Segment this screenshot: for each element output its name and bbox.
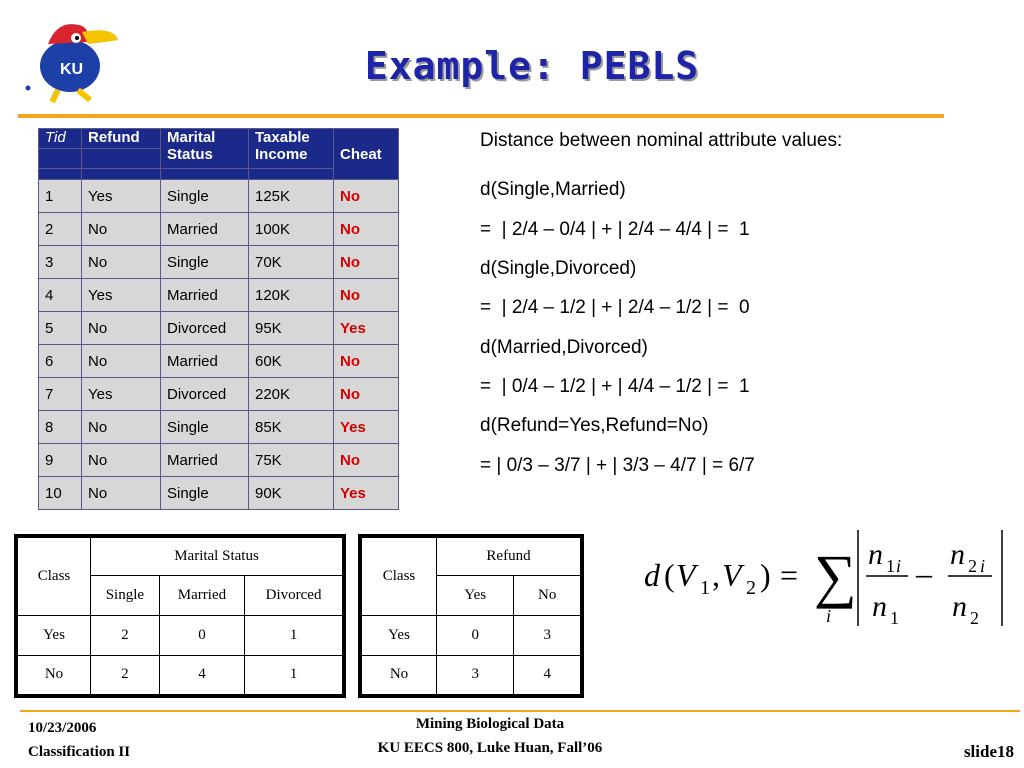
cheat-cell: No [334, 246, 399, 279]
count-cell: 0 [437, 616, 514, 656]
taxable-income-cell: 85K [249, 411, 334, 444]
svg-text:(: ( [664, 557, 675, 593]
refund-cell: No [82, 444, 161, 477]
marital-status-cell: Married [161, 345, 249, 378]
table-row [39, 444, 399, 477]
taxable-income-cell: 125K [249, 180, 334, 213]
marital-status-cell: Single [161, 246, 249, 279]
count-cell: 4 [514, 655, 581, 695]
tid-cell: 6 [39, 345, 82, 378]
header-marital-status: Marital Status [161, 129, 249, 169]
svg-text:2: 2 [968, 556, 977, 576]
tid-cell: 2 [39, 213, 82, 246]
marital-status-cell: Single [161, 411, 249, 444]
column-header: Yes [437, 576, 514, 616]
cheat-cell: Yes [334, 411, 399, 444]
cheat-cell: No [334, 180, 399, 213]
distance-line: d(Single,Married) [480, 179, 626, 200]
marital-status-cell: Married [161, 444, 249, 477]
count-cell: 1 [245, 655, 343, 695]
cheat-cell: No [334, 378, 399, 411]
tid-cell: 8 [39, 411, 82, 444]
cheat-cell: No [334, 213, 399, 246]
logo-text: KU [60, 61, 84, 78]
taxable-income-cell: 70K [249, 246, 334, 279]
taxable-income-cell: 100K [249, 213, 334, 246]
marital-status-cell: Divorced [161, 312, 249, 345]
slide-number: slide18 [963, 742, 1014, 761]
taxable-income-cell: 95K [249, 312, 334, 345]
footer-course-info: KU EECS 800, Luke Huan, Fall’06 [377, 740, 603, 756]
refund-cell: No [82, 246, 161, 279]
refund-cell: No [82, 411, 161, 444]
marital-status-group-header: Marital Status [91, 538, 343, 576]
tid-cell: 4 [39, 279, 82, 312]
taxable-income-cell: 120K [249, 279, 334, 312]
header-cheat: Cheat [334, 129, 399, 180]
svg-text:2: 2 [970, 608, 979, 628]
header-refund: Refund [82, 129, 161, 149]
refund-cell: Yes [82, 378, 161, 411]
count-cell: 3 [437, 655, 514, 695]
taxable-income-cell: 220K [249, 378, 334, 411]
row-class: No [362, 655, 437, 695]
taxable-income-cell: 90K [249, 477, 334, 510]
taxable-income-cell: 60K [249, 345, 334, 378]
tid-cell: 9 [39, 444, 82, 477]
refund-count-table [358, 534, 584, 698]
table-row [39, 345, 399, 378]
count-cell: 0 [159, 616, 244, 656]
svg-text:d: d [644, 557, 660, 593]
distance-line: = | 2/4 – 1/2 | + | 2/4 – 1/2 | = 0 [480, 297, 750, 318]
training-data-table [38, 128, 399, 510]
tid-cell: 7 [39, 378, 82, 411]
svg-text:∑: ∑ [814, 543, 857, 609]
cheat-cell: Yes [334, 477, 399, 510]
table-row [39, 180, 399, 213]
refund-group-header: Refund [437, 538, 581, 576]
class-header: Class [362, 538, 437, 616]
svg-text:n: n [952, 590, 967, 623]
row-class: Yes [362, 616, 437, 656]
slide-title [0, 44, 1024, 88]
marital-status-cell: Married [161, 279, 249, 312]
refund-cell: No [82, 312, 161, 345]
footer-divider [20, 710, 1020, 712]
tid-cell: 10 [39, 477, 82, 510]
cheat-cell: No [334, 444, 399, 477]
svg-text:,: , [712, 557, 720, 593]
title-divider [18, 114, 944, 118]
refund-cell: Yes [82, 180, 161, 213]
column-header: Married [159, 576, 244, 616]
training-data-rows [39, 180, 399, 510]
svg-text:i: i [826, 606, 832, 626]
tid-cell: 5 [39, 312, 82, 345]
count-cell: 1 [245, 616, 343, 656]
footer-date: 10/23/2006 [28, 720, 97, 736]
column-header: Single [91, 576, 160, 616]
marital-status-cell: Single [161, 180, 249, 213]
svg-text:1: 1 [700, 577, 710, 599]
svg-text:i: i [980, 556, 986, 576]
row-class: No [18, 655, 91, 695]
count-cell: 2 [91, 616, 160, 656]
class-header: Class [18, 538, 91, 616]
header-tid: Tid [39, 129, 82, 149]
cheat-cell: Yes [334, 312, 399, 345]
distance-line: = | 2/4 – 0/4 | + | 2/4 – 4/4 | = 1 [480, 219, 750, 240]
marital-status-cell: Married [161, 213, 249, 246]
marital-status-count-table [14, 534, 346, 698]
distance-formula [640, 524, 1020, 634]
svg-text:): ) [760, 557, 771, 593]
table-row [39, 213, 399, 246]
table-row [39, 312, 399, 345]
table-row [39, 378, 399, 411]
tid-cell: 1 [39, 180, 82, 213]
count-cell: 2 [91, 655, 160, 695]
column-header: Divorced [245, 576, 343, 616]
taxable-income-cell: 75K [249, 444, 334, 477]
footer-course-title: Mining Biological Data [415, 716, 565, 732]
refund-cell: Yes [82, 279, 161, 312]
cheat-cell: No [334, 279, 399, 312]
marital-status-cell: Single [161, 477, 249, 510]
table-row [39, 279, 399, 312]
table-row [39, 477, 399, 510]
table-row [39, 246, 399, 279]
svg-text:V: V [676, 557, 696, 593]
column-header: No [514, 576, 581, 616]
svg-text:2: 2 [746, 577, 756, 599]
footer-topic: Classification II [28, 744, 131, 760]
svg-text:–: – [916, 555, 932, 591]
distance-line: d(Refund=Yes,Refund=No) [480, 415, 709, 436]
svg-text:n: n [868, 538, 883, 571]
refund-cell: No [82, 213, 161, 246]
table-row [39, 411, 399, 444]
refund-cell: No [82, 477, 161, 510]
count-cell: 3 [514, 616, 581, 656]
svg-text:V: V [722, 557, 742, 593]
cheat-cell: No [334, 345, 399, 378]
row-class: Yes [18, 616, 91, 656]
svg-text:1: 1 [890, 608, 899, 628]
refund-cell: No [82, 345, 161, 378]
header-taxable-income: Taxable Income [249, 129, 334, 169]
svg-text:=: = [780, 557, 799, 593]
marital-status-cell: Divorced [161, 378, 249, 411]
distance-line: = | 0/3 – 3/7 | + | 3/3 – 4/7 | = 6/7 [480, 455, 755, 476]
svg-text:i: i [896, 556, 902, 576]
count-cell: 4 [159, 655, 244, 695]
distance-line: = | 0/4 – 1/2 | + | 4/4 – 1/2 | = 1 [480, 376, 750, 397]
svg-text:n: n [950, 538, 965, 571]
svg-text:1: 1 [886, 556, 895, 576]
distance-line: d(Single,Divorced) [480, 258, 637, 279]
slide-title-text: Example: PEBLS [364, 44, 700, 88]
svg-text:n: n [872, 590, 887, 623]
tid-cell: 3 [39, 246, 82, 279]
distance-line: d(Married,Divorced) [480, 337, 648, 358]
distance-heading: Distance between nominal attribute values: [480, 130, 843, 151]
